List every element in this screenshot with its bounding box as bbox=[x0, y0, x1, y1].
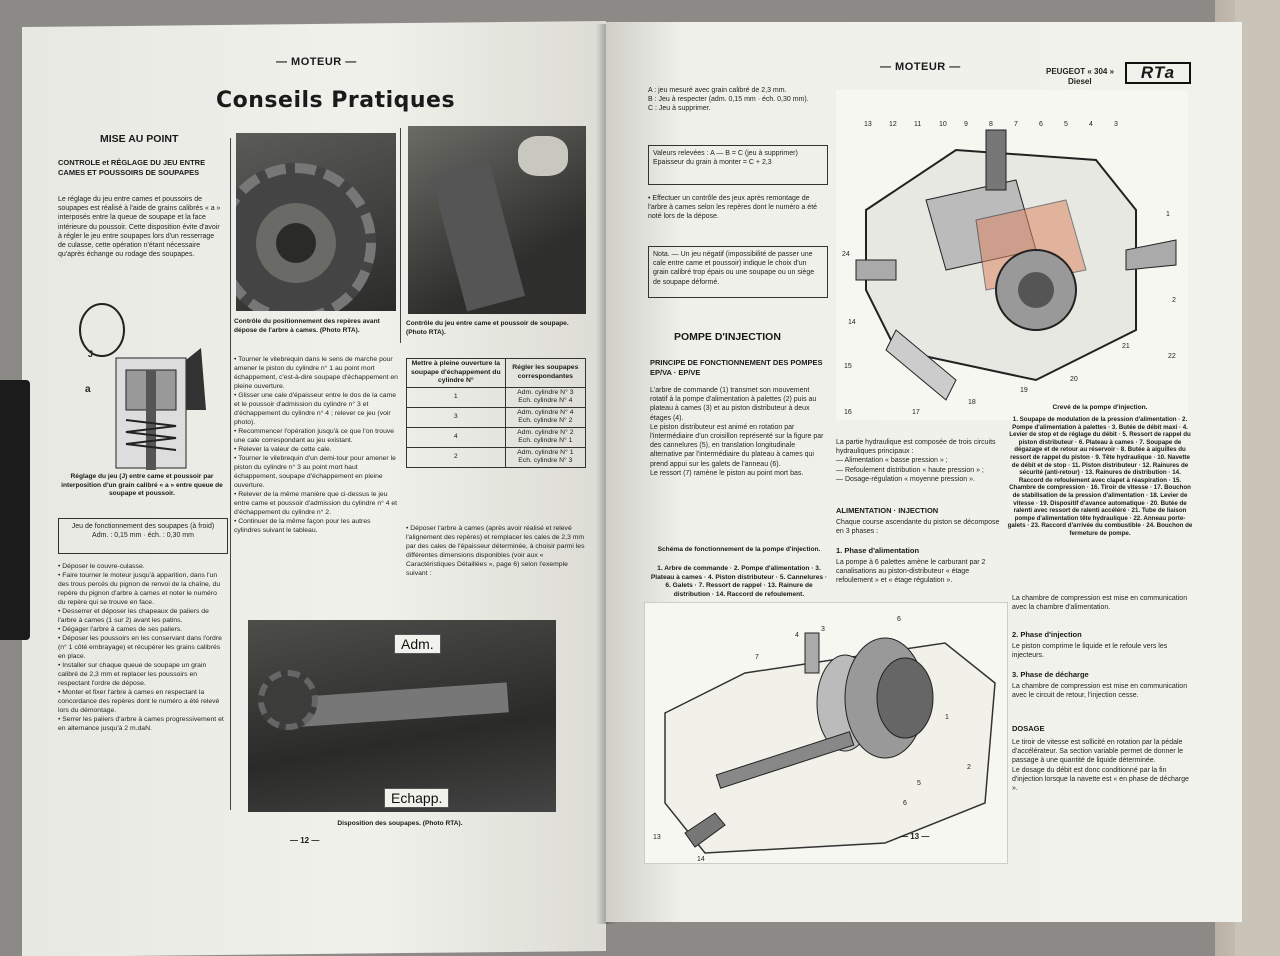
callout: 11 bbox=[914, 121, 922, 128]
callout: 6 bbox=[897, 616, 901, 623]
valve-table bbox=[406, 358, 586, 468]
alim-title: ALIMENTATION · INJECTION bbox=[836, 506, 939, 515]
callout: 2 bbox=[1172, 297, 1176, 304]
cutaway-legend: 1. Soupape de modulation de la pression d'alimentation · 2. Pompe d'alimentation à palettes · 3. Butée de débit maxi · 4. Levier de stop et de réglage du débit · 5. Ressort de rappel du piston distributeur · 6. Plateau à cames · 7. Soupape de dégazage et de retour au réservoir · 8. Butée à aiguilles du ressort de rappel du piston · 9. Tête hydraulique · 10. Navette de débit et de stop · 11. Piston distributeur · 12. Rainures de sécurité (anti-retour) · 13. Rainures de distribution · 14. Raccord de refoulement avec clapet à réaspiration · 15. Chambre de compression · 16. Tiroir de vitesse · 17. Bouchon de stabilisation de la pression d'alimentation · 18. Levier de vitesse · 19. Dispositif d'avance automatique · 20. Butée de ralenti avec ressort de ralenti accéléré · 21. Tube de liaison pompe d'alimentation tête hydraulique · 22. Anneau porte-galets · 23. Raccord d'arrivée du combustible · 24. Bouchon de fermeture de pompe. bbox=[1007, 416, 1193, 537]
photo1-caption: Contrôle du positionnement des repères avant dépose de l'arbre à cames. (Photo RTA). bbox=[234, 318, 380, 334]
callout: 5 bbox=[917, 780, 921, 787]
table-cell: Adm. cylindre N° 2 bbox=[517, 428, 574, 436]
rta-logo: RTa bbox=[1125, 62, 1191, 84]
schema-legend: 1. Arbre de commande · 2. Pompe d'alimentation · 3. Plateau à cames · 4. Piston distributeur · 5. Cannelures · 6. Galets · 7. Ressort de rappel · 13. Rainure de distribution · 14. Raccord de refoulement. bbox=[650, 565, 828, 598]
table-cell: Adm. cylindre N° 1 bbox=[517, 448, 574, 456]
page-number-right: — 13 — bbox=[900, 832, 930, 841]
callout: 13 bbox=[653, 834, 661, 841]
callout: 8 bbox=[989, 121, 993, 128]
column-divider bbox=[230, 138, 231, 810]
callout: 14 bbox=[848, 319, 856, 326]
callout: 4 bbox=[1089, 121, 1093, 128]
callout: 1 bbox=[945, 714, 949, 721]
phase3-title: 3. Phase de décharge bbox=[1012, 670, 1089, 679]
principle-title: PRINCIPE DE FONCTIONNEMENT DES POMPES EP/VA · EP/VE bbox=[650, 358, 823, 377]
brand-line-2: Diesel bbox=[1068, 77, 1092, 86]
steps-column-2: • Tourner le vilebrequin dans le sens de marche pour amener le piston du cylindre n° 1 au point mort échappement, c'est-à-dire soupape d'échappement en pleine ouverture. • Glisser une cale d'épaisseur entre le dos de la came et le poussoir d'admission du cylindre n° 3 et d'échappement du cylindre n° 4 ; relever ce jeu (voir photo). • Recommencer l'opération jusqu'à ce que l'on trouve une cale correspondant au jeu existant. • Relever la valeur de cette cale. • Tourner le vilebrequin d'un demi-tour pour amener le piston du cylindre n° 3 au point mort haut échappement, soupape d'échappement en pleine ouverture. • Relever de la même manière que ci-dessus le jeu entre came et poussoir d'admission du cylindre n° 4 et d'échappement du cylindre n° 2. • Continuer de la même façon pour les autres cylindres suivant le tableau. bbox=[234, 356, 398, 534]
callout: 2 bbox=[967, 764, 971, 771]
table-cell: 3 bbox=[407, 407, 506, 427]
brand-line-1: PEUGEOT « 304 » bbox=[1046, 67, 1115, 76]
callout: 13 bbox=[864, 121, 872, 128]
table-cell: 1 bbox=[407, 387, 506, 407]
abc-definitions: A : jeu mesuré avec grain calibré de 2,3 mm. B : Jeu à respecter (adm. 0,15 mm · éch. 0,30 mm). C : Jeu à supprimer. bbox=[648, 87, 809, 113]
valve-figure-caption: Réglage du jeu (J) entre came et poussoir par interposition d'un grain calibré « a » entre queue de soupape et poussoir. bbox=[61, 473, 223, 497]
left-page-header: — MOTEUR — bbox=[276, 56, 357, 68]
label-j: J bbox=[88, 349, 94, 359]
schema-caption: Schéma de fonctionnement de la pompe d'injection. bbox=[657, 546, 821, 553]
callout: 7 bbox=[755, 654, 759, 661]
table-cell: 4 bbox=[407, 427, 506, 447]
table-header-valves: Régler les soupapes correspondantes bbox=[505, 359, 585, 388]
table-header-cylinder: Mettre à pleine ouverture la soupape d'échappement du cylindre N° bbox=[407, 359, 506, 388]
pump-schema-diagram bbox=[644, 602, 1008, 864]
column-divider bbox=[400, 128, 401, 343]
formula-box: Valeurs relevées : A — B = C (jeu à supprimer) Epaisseur du grain à monter = C + 2,3 bbox=[648, 145, 828, 185]
callout: 22 bbox=[1168, 353, 1176, 360]
table-cell: Ech. cylindre N° 2 bbox=[518, 417, 573, 424]
steps-column-3: • Déposer l'arbre à cames (après avoir réalisé et relevé l'alignement des repères) et remplacer les cales de 2,3 mm par des cales de l'épaisseur déterminée, à choisir parmi les différentes dimensions disponibles (voir aux « Caractéristiques Détaillées », page 6) selon l'exemple suivant : bbox=[406, 525, 587, 577]
jeu-box bbox=[58, 518, 228, 554]
callout: 17 bbox=[912, 409, 920, 416]
photo2-caption: Contrôle du jeu entre came et poussoir de soupape. (Photo RTA). bbox=[406, 320, 569, 336]
chamber-text: La chambre de compression est mise en communication avec la chambre d'alimentation. bbox=[1012, 595, 1188, 612]
jeu-line1: Jeu de fonctionnement des soupapes (à froid) bbox=[71, 523, 215, 530]
nota-box: Nota. — Un jeu négatif (impossibilité de passer une cale entre came et poussoir) indique le choix d'un grain calibré trop épais ou une soupape ou un siège de soupape déformé. bbox=[648, 246, 828, 298]
dosage-text: Le tiroir de vitesse est sollicité en rotation par la pédale d'accélérateur. Sa section variable permet de donner le passage à une quantité de liquide déterminée. Le dosage du débit est donc conditionné par la fin d'injection lorsque la navette est « en phase de décharge ». bbox=[1012, 739, 1189, 793]
table-cell: Adm. cylindre N° 4 bbox=[517, 408, 574, 416]
page-number-left: — 12 — bbox=[290, 836, 320, 845]
callout: 3 bbox=[1114, 121, 1118, 128]
table-row bbox=[407, 427, 586, 447]
callout: 20 bbox=[1070, 376, 1078, 383]
section-mise-au-point: MISE AU POINT bbox=[100, 133, 179, 145]
callout: 1 bbox=[1166, 211, 1170, 218]
page-title: Conseils Pratiques bbox=[216, 88, 456, 113]
phase3-text: La chambre de compression est mise en communication avec le circuit de retour, l'injection cesse. bbox=[1012, 683, 1188, 700]
table-cell: 2 bbox=[407, 447, 506, 467]
callouts-top bbox=[864, 120, 1134, 140]
label-adm: Adm. bbox=[394, 634, 441, 654]
callout: 15 bbox=[844, 363, 852, 370]
table-cell: Adm. cylindre N° 3 bbox=[517, 388, 574, 396]
table-cell: Ech. cylindre N° 1 bbox=[518, 437, 573, 444]
phase2-title: 2. Phase d'injection bbox=[1012, 630, 1082, 639]
callout: 16 bbox=[844, 409, 852, 416]
steps-column-1: • Déposer le couvre-culasse. • Faire tourner le moteur jusqu'à apparition, dans l'un des trous percés du pignon de renvoi de la chaîne, du repère du pignon d'arbre à cames et noter le numéro du repère qui se trouve en face. • Desserrer et déposer les chapeaux de paliers de l'arbre à cames (1 sur 2) avant les patins. • Dégager l'arbre à cames de ses paliers. • Déposer les poussoirs en les conservant dans l'ordre (n° 1 côté embrayage) et récupérer les grains calibrés en place. • Installer sur chaque queue de soupape un grain calibré de 2,3 mm et replacer les poussoirs en respectant l'ordre de dépose. • Monter et fixer l'arbre à cames en respectant la concordance des repères dont le numéro a été relevé lors du démontage. • Serrer les paliers d'arbre à cames progressivement et en alternance jusqu'à 2 m.daN. bbox=[58, 563, 224, 732]
table-cell: Ech. cylindre N° 3 bbox=[518, 457, 573, 464]
photo3-caption: Disposition des soupapes. (Photo RTA). bbox=[337, 820, 463, 827]
hydraulic-text: La partie hydraulique est composée de trois circuits hydrauliques principaux : — Alimentation « basse pression » ; — Refoulement distribution « haute pression » ; — Dosage-régulation « moyenne pression ». bbox=[836, 439, 996, 483]
photo-sprocket bbox=[236, 133, 396, 311]
principle-text: L'arbre de commande (1) transmet son mouvement rotatif à la pompe d'alimentation à palettes (2) puis au plateau à cames (3) et au piston distributeur à deux étages (4). Le piston distributeur est animé en rotation par l'intermédiaire d'un croisillon représenté sur la figure par des cannelures (5), en translation longitudinale alternative par l'intermédiaire du plateau à cames qui prend appui sur les galets de l'anneau (6). Le ressort (7) ramène le piston au point mort bas. bbox=[650, 387, 824, 477]
callout: 7 bbox=[1014, 121, 1018, 128]
callout: 19 bbox=[1020, 387, 1028, 394]
jeu-line2: Adm. : 0,15 mm · éch. : 0,30 mm bbox=[92, 532, 194, 540]
table-row bbox=[407, 387, 586, 407]
callout: 14 bbox=[697, 856, 705, 863]
callout: 4 bbox=[795, 632, 799, 639]
callout: 9 bbox=[964, 121, 968, 128]
dosage-title: DOSAGE bbox=[1012, 724, 1045, 733]
callout: 10 bbox=[939, 121, 947, 128]
callout: 5 bbox=[1064, 121, 1068, 128]
label-a: a bbox=[85, 384, 91, 395]
right-page-header: — MOTEUR — bbox=[880, 61, 961, 73]
callout: 18 bbox=[968, 399, 976, 406]
intro-text: Le réglage du jeu entre cames et poussoirs de soupapes est réalisé à l'aide de grains calibrés « a » interposés entre la queue de soupape et la face intérieure du poussoir. Cette disposition évite d'avoir à régler le jeu entre soupapes lors d'un resserrage de culasse, cette opération n'étant nécessaire qu'après échange ou rodage des soupapes. bbox=[58, 196, 223, 259]
callout: 6 bbox=[1039, 121, 1043, 128]
subsection-title: CONTROLE et RÉGLAGE DU JEU ENTRE CAMES ET POUSSOIRS DE SOUPAPES bbox=[58, 158, 206, 177]
cutaway-caption: Crevé de la pompe d'injection. bbox=[1052, 404, 1148, 411]
alim-text: Chaque course ascendante du piston se décompose en 3 phases : bbox=[836, 519, 1000, 536]
table-cell: Ech. cylindre N° 4 bbox=[518, 397, 573, 404]
phase1-title: 1. Phase d'alimentation bbox=[836, 546, 920, 555]
control-text: • Effectuer un contrôle des jeux après remontage de l'arbre à cames selon les repères dont le numéro a été noté lors de la dépose. bbox=[648, 195, 819, 221]
phase2-text: Le piston comprime le liquide et le refoule vers les injecteurs. bbox=[1012, 643, 1168, 660]
callout: 12 bbox=[889, 121, 897, 128]
pump-schema-drawing bbox=[645, 603, 1008, 864]
pump-title: POMPE D'INJECTION bbox=[674, 331, 781, 343]
table-row bbox=[407, 407, 586, 427]
callout: 24 bbox=[842, 251, 850, 258]
callout: 3 bbox=[821, 626, 825, 633]
table-row bbox=[407, 447, 586, 467]
pump-cutaway-diagram bbox=[836, 90, 1188, 420]
label-echapp: Echapp. bbox=[384, 788, 449, 808]
callout: 21 bbox=[1122, 343, 1130, 350]
phase1-text: La pompe à 6 palettes amène le carburant par 2 canalisations au piston-distributeur « étage refoulement » et « étage régulation ». bbox=[836, 559, 986, 585]
photo-camshaft-gauge bbox=[408, 126, 586, 314]
binder-clip bbox=[0, 380, 30, 640]
callout: 6 bbox=[903, 800, 907, 807]
